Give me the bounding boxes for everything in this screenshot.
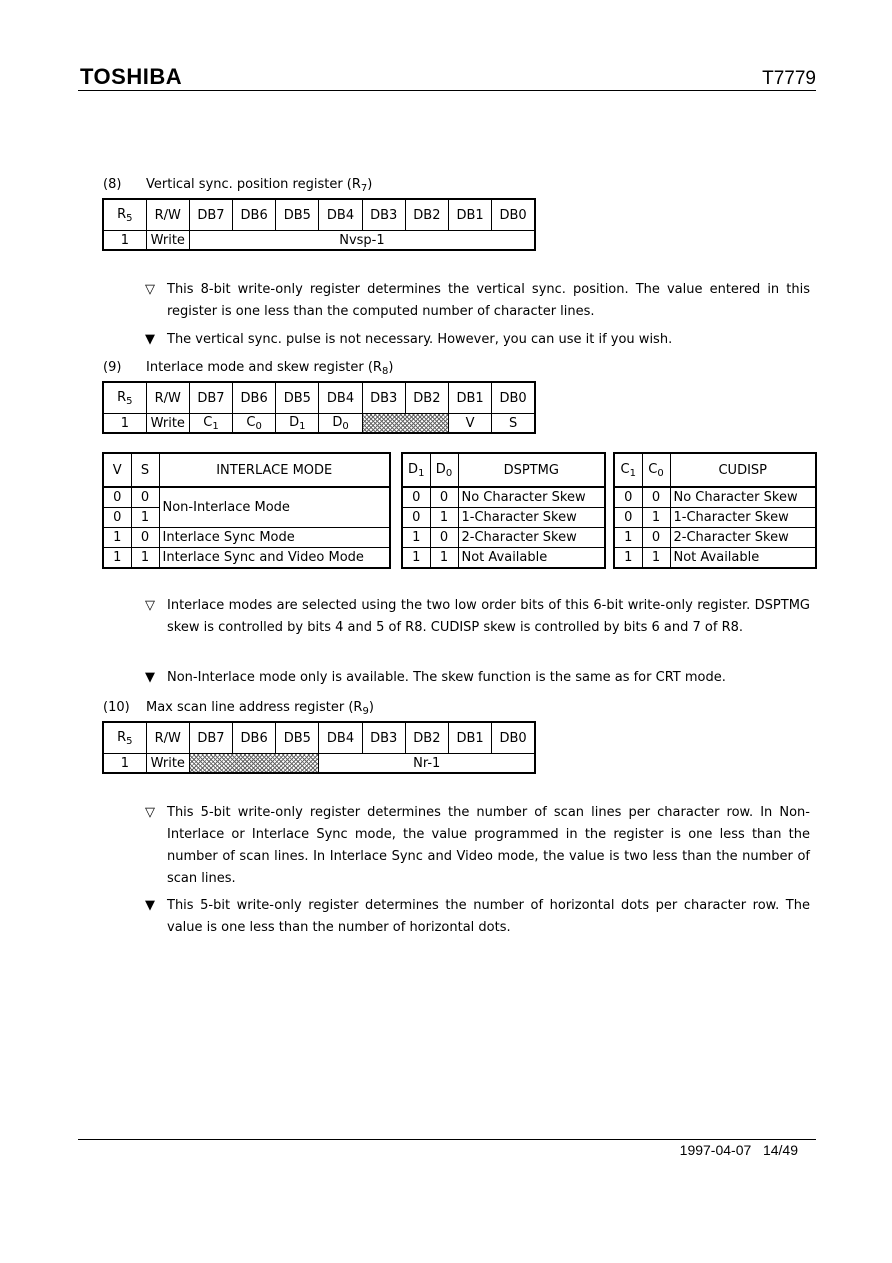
cell-d0: 1 xyxy=(430,508,458,528)
cell-c0: 0 xyxy=(642,528,670,548)
cell-d0: 0 xyxy=(430,528,458,548)
section-heading-10 xyxy=(103,700,374,717)
section-title: Interlace mode and skew register (R xyxy=(146,360,382,375)
cell-d1: 0 xyxy=(402,487,430,508)
header-rule xyxy=(78,90,816,91)
register-table-r9 xyxy=(102,721,536,774)
r5-value: 1 xyxy=(103,231,146,251)
cell-c0: 1 xyxy=(642,508,670,528)
footer-page: 14/49 xyxy=(762,1142,798,1158)
cell-c1: 1 xyxy=(614,528,642,548)
cell-c1: 1 xyxy=(614,548,642,569)
header-cell: DB6 xyxy=(233,199,276,231)
header-cell: DB0 xyxy=(492,722,535,754)
db0-value: S xyxy=(492,414,535,434)
db7-value: $C_1$ xyxy=(189,414,232,434)
interlace-mode-table xyxy=(102,452,391,569)
db6-value: $C_0$ xyxy=(233,414,276,434)
open-triangle-icon: ▽ xyxy=(145,598,155,613)
document-number: T7779 xyxy=(762,68,816,89)
header-cell: DB7 xyxy=(189,722,232,754)
cell-c1: 0 xyxy=(614,487,642,508)
cell-s: 0 xyxy=(131,487,159,508)
note-open xyxy=(145,279,810,323)
register-value: Nr-1 xyxy=(319,754,535,774)
filled-triangle-icon: ▼ xyxy=(145,898,155,913)
cell-d1: 0 xyxy=(402,508,430,528)
dsptmg-table xyxy=(401,452,606,569)
rw-value: Write xyxy=(146,231,189,251)
cell-c0: 0 xyxy=(642,487,670,508)
db5-value: $D_1$ xyxy=(276,414,319,434)
section-heading-9 xyxy=(103,360,393,377)
header-cell: DB6 xyxy=(233,382,276,414)
header-cell: DB5 xyxy=(276,382,319,414)
header-cell: R/W xyxy=(146,722,189,754)
col-header-d0: $D_0$ xyxy=(430,453,458,487)
section-number: (9) xyxy=(103,360,122,375)
section-heading-8 xyxy=(103,177,372,194)
unused-bits-hatch xyxy=(362,414,448,434)
section-title-subscript: 7 xyxy=(360,183,368,194)
note-text: Interlace modes are selected using the two low order bits of this 6-bit write-only register. DSPTMG skew is controlled by bits 4 and 5 of R8. CUDISP skew is controlled by bits 6 and 7 of R8. xyxy=(167,598,810,635)
section-title-end: ) xyxy=(388,360,394,375)
cell-dsptmg: 2-Character Skew xyxy=(458,528,605,548)
cell-s: 0 xyxy=(131,528,159,548)
col-header-c1: $C_1$ xyxy=(614,453,642,487)
header-cell: DB0 xyxy=(492,382,535,414)
note-filled xyxy=(145,895,810,939)
note-text: This 8-bit write-only register determines the vertical sync. position. The value entered in this register is one less than the computed number of character lines. xyxy=(167,282,810,319)
cell-s: 1 xyxy=(131,508,159,528)
header-cell: DB0 xyxy=(492,199,535,231)
col-header-cudisp: CUDISP xyxy=(670,453,816,487)
header-cell: DB4 xyxy=(319,722,362,754)
header-cell-r5: $R_5$ xyxy=(103,722,146,754)
section-title: Vertical sync. position register (R xyxy=(146,177,361,192)
footer xyxy=(680,1142,798,1158)
cell-d1: 1 xyxy=(402,528,430,548)
db4-value: $D_0$ xyxy=(319,414,362,434)
section-title-subscript: 9 xyxy=(362,706,369,717)
section-number: (8) xyxy=(103,177,122,192)
cell-mode-merged: Non-Interlace Mode xyxy=(159,487,390,528)
cell-cudisp: No Character Skew xyxy=(670,487,816,508)
col-header-d1: $D_1$ xyxy=(402,453,430,487)
db1-value: V xyxy=(449,414,492,434)
note-text: This 5-bit write-only register determines the number of scan lines per character row. In Non-Interlace or Interlace Sync mode, the value programmed in the register is one less than the number of scan lines. In Interlace Sync and Video mode, the value is two less than the number of scan lines. xyxy=(167,805,810,886)
cell-d0: 1 xyxy=(430,548,458,569)
col-header-s: S xyxy=(131,453,159,487)
header-cell: DB5 xyxy=(276,722,319,754)
filled-triangle-icon: ▼ xyxy=(145,332,155,347)
header-cell: DB7 xyxy=(189,199,232,231)
cell-dsptmg: No Character Skew xyxy=(458,487,605,508)
cell-mode: Interlace Sync Mode xyxy=(159,528,390,548)
header-cell: DB3 xyxy=(362,199,405,231)
register-value: Nvsp-1 xyxy=(189,231,535,251)
col-header-mode: INTERLACE MODE xyxy=(159,453,390,487)
section-number: (10) xyxy=(103,700,130,715)
note-text: The vertical sync. pulse is not necessary. However, you can use it if you wish. xyxy=(167,332,673,347)
cell-d0: 0 xyxy=(430,487,458,508)
section-title-end: ) xyxy=(367,177,373,192)
section-title: Max scan line address register (R xyxy=(146,700,363,715)
note-filled xyxy=(145,667,810,689)
header-cell: DB4 xyxy=(319,382,362,414)
cell-cudisp: 1-Character Skew xyxy=(670,508,816,528)
open-triangle-icon: ▽ xyxy=(145,805,155,820)
cell-v: 0 xyxy=(103,487,131,508)
header-cell: DB5 xyxy=(276,199,319,231)
filled-triangle-icon: ▼ xyxy=(145,670,155,685)
section-title-end: ) xyxy=(368,700,374,715)
header-cell: R/W xyxy=(146,199,189,231)
header-cell: DB2 xyxy=(405,382,448,414)
note-open xyxy=(145,802,810,890)
r5-value: 1 xyxy=(103,414,146,434)
cell-s: 1 xyxy=(131,548,159,569)
col-header-c0: $C_0$ xyxy=(642,453,670,487)
unused-bits-hatch xyxy=(189,754,319,774)
footer-date: 1997-04-07 xyxy=(679,1142,752,1158)
header-cell: DB1 xyxy=(449,382,492,414)
rw-value: Write xyxy=(146,414,189,434)
register-table-r7 xyxy=(102,198,536,251)
header-cell: DB7 xyxy=(189,382,232,414)
cudisp-table xyxy=(613,452,817,569)
rw-value: Write xyxy=(146,754,189,774)
header-cell: DB2 xyxy=(405,199,448,231)
header-cell: DB4 xyxy=(319,199,362,231)
header-cell: DB1 xyxy=(449,199,492,231)
col-header-v: V xyxy=(103,453,131,487)
header-cell: DB3 xyxy=(362,722,405,754)
header-cell: DB1 xyxy=(449,722,492,754)
header-cell: DB2 xyxy=(405,722,448,754)
note-text: Non-Interlace mode only is available. The skew function is the same as for CRT mode. xyxy=(167,670,726,685)
cell-d1: 1 xyxy=(402,548,430,569)
note-filled xyxy=(145,329,810,351)
section-title-subscript: 8 xyxy=(381,366,389,377)
cell-dsptmg: 1-Character Skew xyxy=(458,508,605,528)
header-cell: DB3 xyxy=(362,382,405,414)
cell-cudisp: 2-Character Skew xyxy=(670,528,816,548)
brand-logo: TOSHIBA xyxy=(80,64,183,89)
cell-dsptmg: Not Available xyxy=(458,548,605,569)
register-table-r8 xyxy=(102,381,536,434)
note-open xyxy=(145,595,810,639)
cell-v: 1 xyxy=(103,528,131,548)
header-cell-r5: $R_5$ xyxy=(103,382,146,414)
header-cell: R/W xyxy=(146,382,189,414)
cell-cudisp: Not Available xyxy=(670,548,816,569)
note-text: This 5-bit write-only register determines the number of horizontal dots per character row. The value is one less than the number of horizontal dots. xyxy=(167,898,810,935)
header-cell-r5: $R_5$ xyxy=(103,199,146,231)
header-cell: DB6 xyxy=(233,722,276,754)
cell-c1: 0 xyxy=(614,508,642,528)
cell-mode: Interlace Sync and Video Mode xyxy=(159,548,390,569)
cell-c0: 1 xyxy=(642,548,670,569)
footer-rule xyxy=(78,1139,816,1140)
col-header-dsptmg: DSPTMG xyxy=(458,453,605,487)
cell-v: 0 xyxy=(103,508,131,528)
r5-value: 1 xyxy=(103,754,146,774)
cell-v: 1 xyxy=(103,548,131,569)
open-triangle-icon: ▽ xyxy=(145,282,155,297)
